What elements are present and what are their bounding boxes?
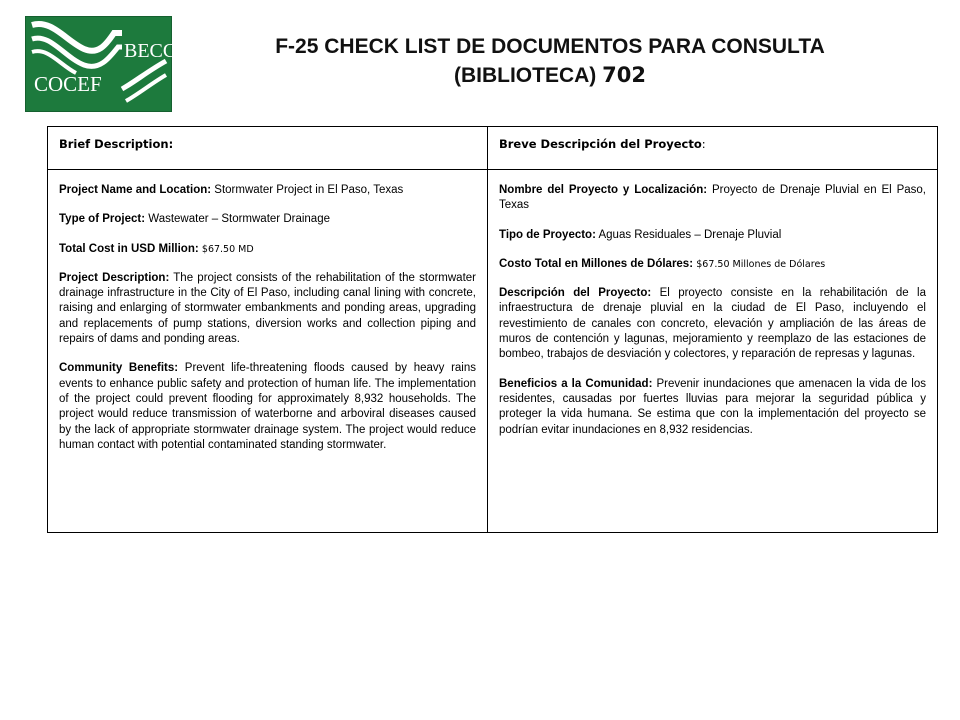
english-cost-value: $67.50 MD: [201, 243, 254, 255]
spanish-cost-label: Costo Total en Millones de Dólares:: [499, 257, 694, 270]
content-row: [48, 170, 938, 533]
page-title: [200, 32, 900, 90]
english-project-type: [59, 212, 476, 227]
spanish-desc-label: Descripción del Proyecto:: [499, 287, 652, 300]
spanish-project-description: [499, 286, 926, 362]
spanish-name-value: Proyecto de Drenaje Pluvial en El Paso, Texas: [499, 184, 926, 212]
english-benefits-label: Community Benefits:: [59, 362, 179, 375]
spanish-cost-value: $67.50 Millones de Dólares: [696, 258, 826, 270]
spanish-community-benefits: [499, 377, 926, 438]
english-cost-label: Total Cost in USD Million:: [59, 242, 199, 255]
document-number: 702: [602, 63, 646, 87]
english-desc-value: The project consists of the rehabilitation of the stormwater drainage infrastructure in the City of El Paso, including canal lining with concrete, raising and enlarging of stormwater embankments and ponding areas, upgrading and replacements of pump stations, diversion works and collection piping and repairs of dams and ponding areas.: [59, 271, 476, 346]
spanish-desc-value: El proyecto consiste en la rehabilitación de la infraestructura de drenaje pluvial en la ciudad de El Paso, incluyendo el revestimiento de canales con concreto, elevación y ampliación de las áreas de muros de contención y lagunas, mejoramiento y reemplazo de las estaciones de bombeo, trabajos de desviación y colectores, y reparación de represas y lagunas.: [499, 287, 926, 361]
title-line-2: [200, 61, 900, 90]
english-project-description: [59, 271, 476, 347]
logo-text-cocef: COCEF: [34, 72, 102, 96]
spanish-type-value: Aguas Residuales – Drenaje Pluvial: [598, 228, 782, 241]
english-benefits-value: Prevent life-threatening floods caused by heavy rains events to enhance public safety and protection of human life. The implementation of the project could prevent flooding for approximately 8,932 households. The project would reduce transmission of waterborne and arboviral diseases caused by the lack of appropriate stormwater drainage system. The project would reduce human contact with potential contaminated standing stormwater.: [59, 362, 476, 451]
spanish-heading-colon: :: [701, 137, 706, 151]
spanish-benefits-value: Prevenir inundaciones que amenacen la vida de los residentes, causadas por fuertes lluvias para mejorar la seguridad pública y proteger la vida humana. Se estima que con la implementación del proyecto se podrían evitar inundaciones en 8,932 residencias.: [499, 377, 926, 436]
spanish-name-label: Nombre del Proyecto y Localización:: [499, 184, 708, 196]
spanish-type-label: Tipo de Proyecto:: [499, 228, 596, 241]
title-line-1: F-25 CHECK LIST DE DOCUMENTOS PARA CONSULTA: [275, 35, 825, 58]
header-row: [48, 127, 938, 170]
logo-wave-graphic: [26, 17, 177, 111]
spanish-heading-cell: [488, 127, 938, 170]
english-type-value: Wastewater – Stormwater Drainage: [148, 213, 330, 226]
english-type-label: Type of Project:: [59, 213, 146, 226]
spanish-total-cost: [499, 257, 926, 272]
english-heading: Brief Description:: [59, 137, 174, 151]
spanish-content-cell: [488, 170, 938, 533]
english-heading-cell: [48, 127, 488, 170]
english-name-value: Stormwater Project in El Paso, Texas: [214, 184, 404, 196]
english-desc-label: Project Description:: [59, 271, 170, 284]
english-content-cell: [48, 170, 488, 533]
spanish-project-name: [499, 183, 926, 214]
description-table: [47, 126, 938, 533]
spanish-project-type: [499, 228, 926, 243]
spanish-heading: Breve Descripción del Proyecto: [499, 137, 702, 151]
english-community-benefits: [59, 361, 476, 453]
becc-cocef-logo: [25, 16, 177, 112]
english-name-label: Project Name and Location:: [59, 184, 212, 196]
english-project-name: [59, 183, 476, 198]
english-total-cost: [59, 242, 476, 257]
title-biblioteca: (BIBLIOTECA): [453, 64, 597, 87]
logo-text-becc: BECC: [124, 40, 177, 62]
spanish-benefits-label: Beneficios a la Comunidad:: [499, 377, 653, 390]
